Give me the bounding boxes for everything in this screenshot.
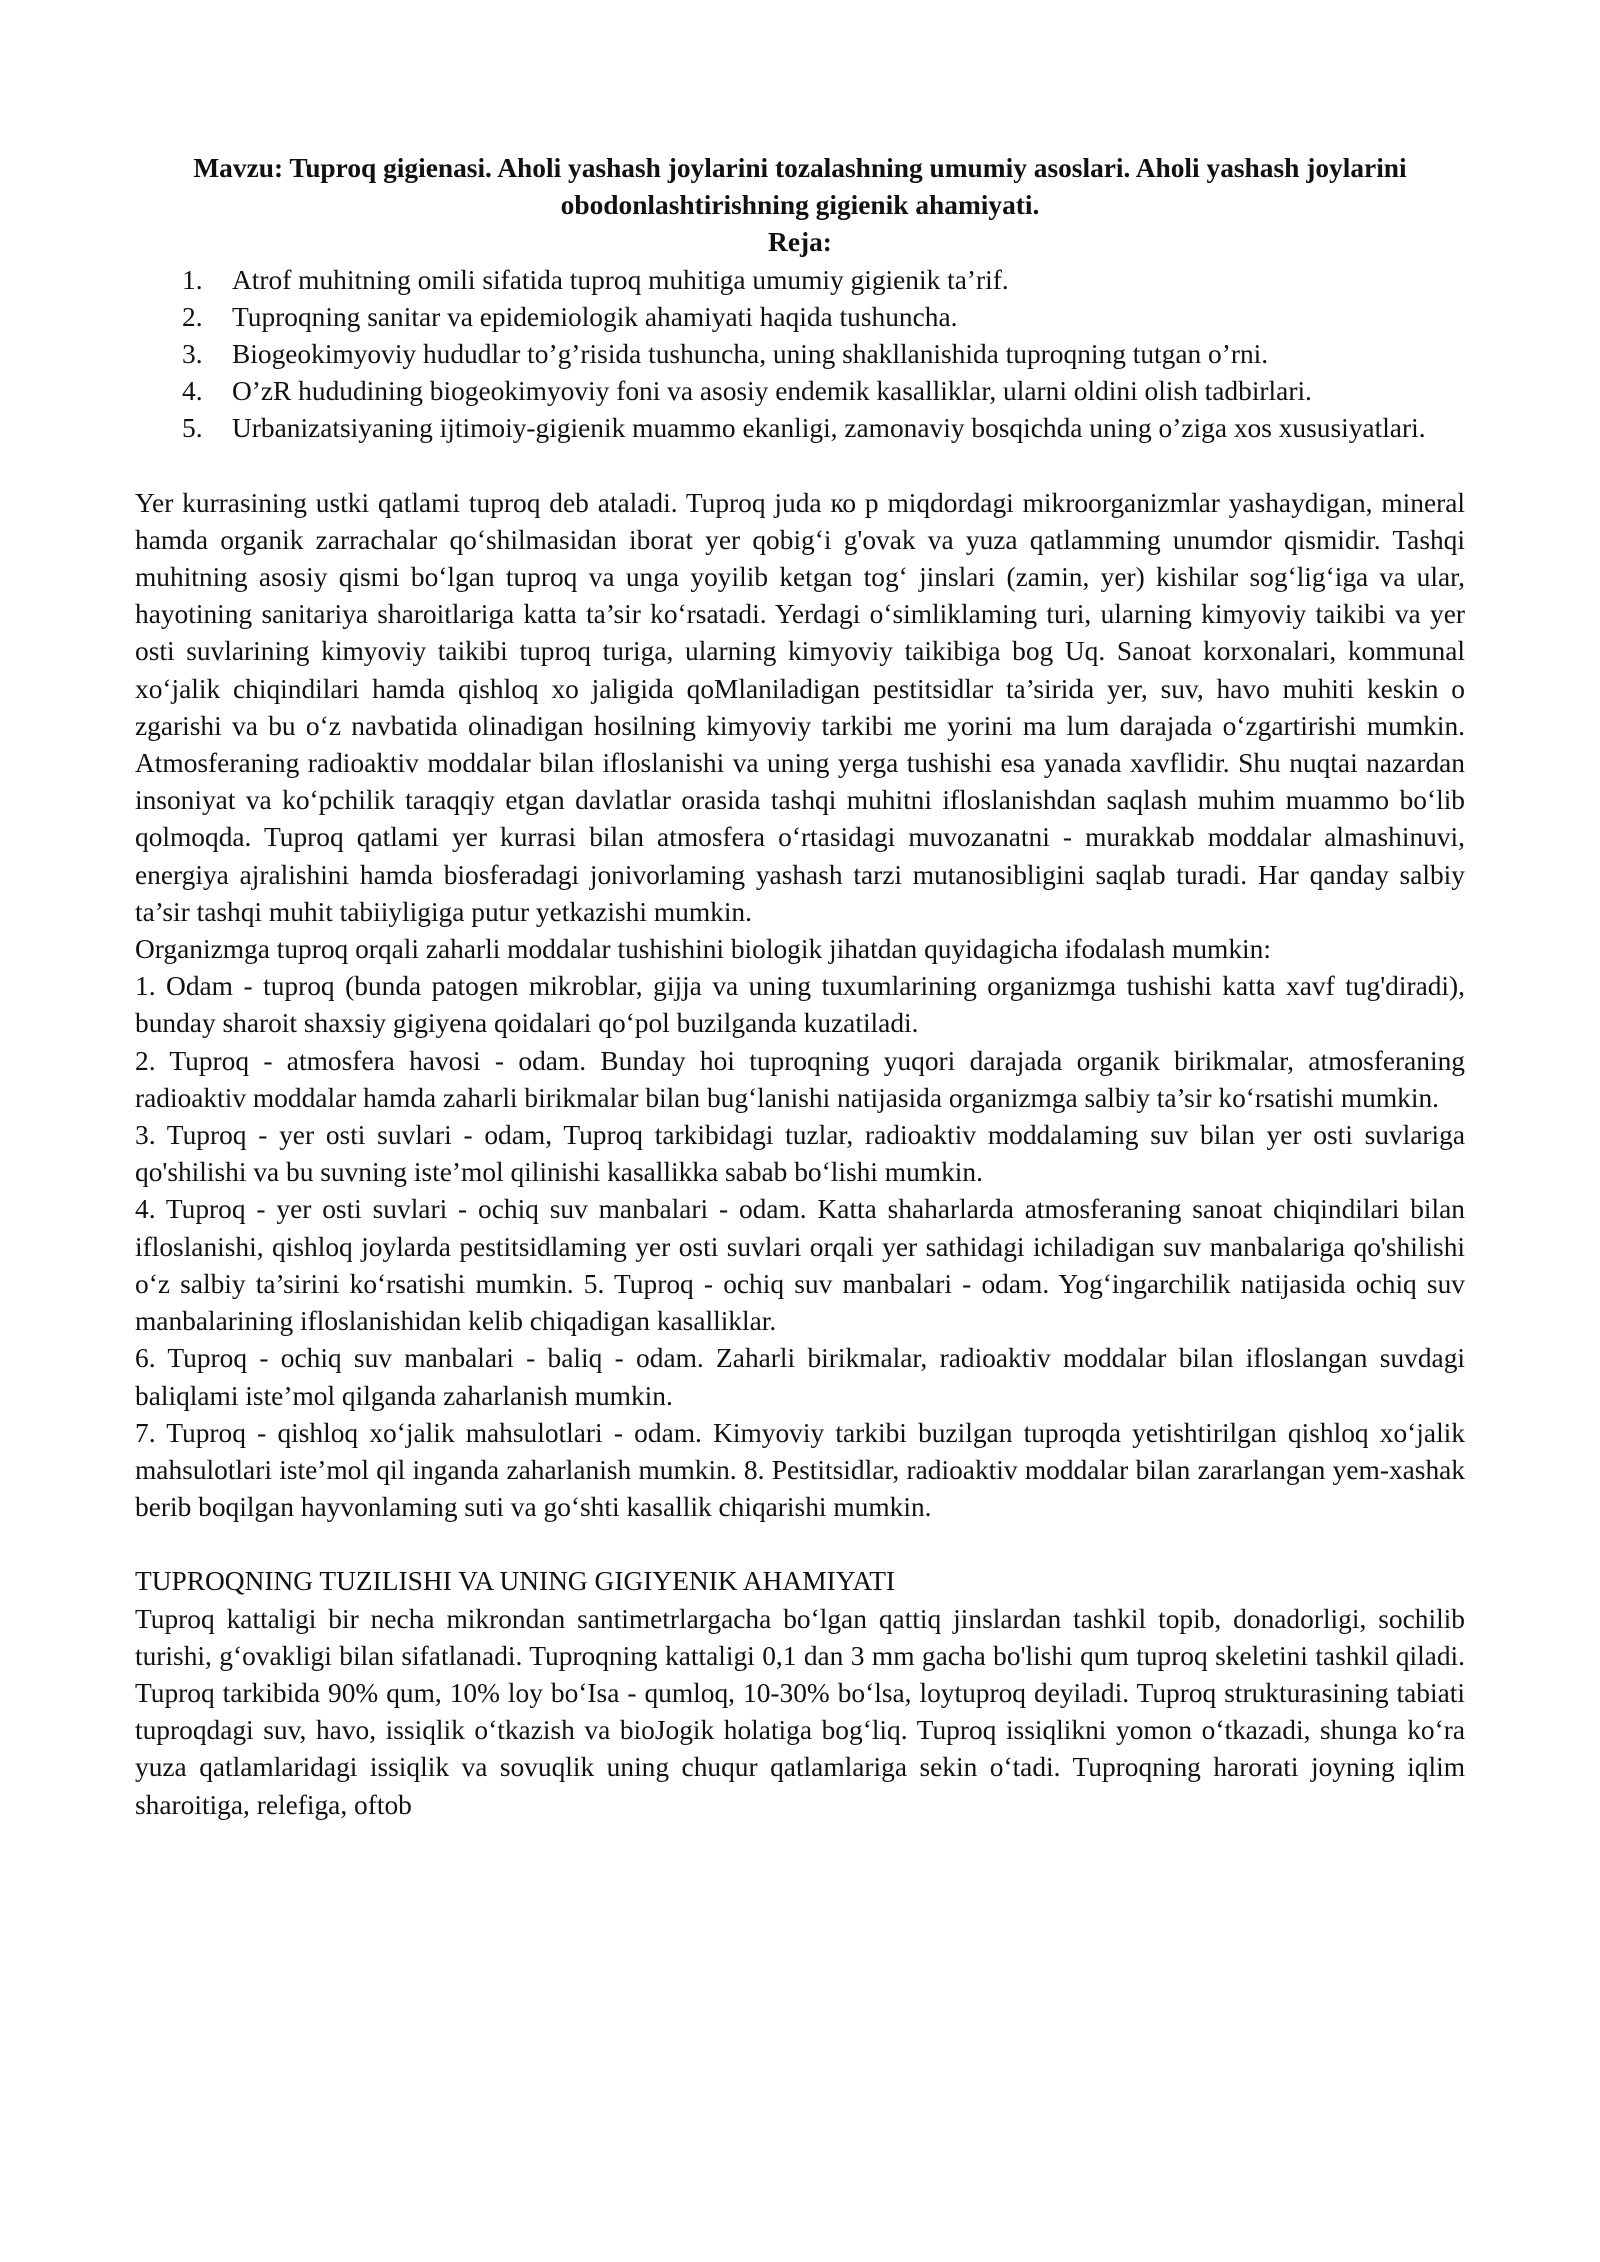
plan-item [182,336,1465,373]
plan-item [182,262,1465,299]
paragraph-pathway-1: 1. Odam - tuproq (bunda patogen mikroblar, gijja va uning tuxumlarining organizmga tushishi katta xavf tug'diradi), bunday sharoit shaxsiy gigiyena qoidalari qo‘pol buzilganda kuzatiladi. [135,971,1465,1039]
plan-item [182,373,1465,410]
paragraph-pathway-7: 7. Tuproq - qishloq xo‘jalik mahsulotlari - odam. Kimyoviy tarkibi buzilgan tuproqda yetishtirilgan qishloq xo‘jalik mahsulotlari iste’mol qil inganda zaharlanish mumkin. 8. Pestitsidlar, radioaktiv moddalar bilan zararlangan yem-xashak berib boqilgan hayvonlaming suti va go‘shti kasallik chiqarishi mumkin. [135,1417,1465,1523]
section-heading: TUPROQNING TUZILISHI VA UNING GIGIYENIK AHAMIYATI [135,1566,896,1597]
plan-item-text: O’zR hududining biogeokimyoviy foni va asosiy endemik kasalliklar, ularni oldini olish tadbirlari. [232,376,1312,407]
plan-item-text: Atrof muhitning omili sifatida tuproq muhitiga umumiy gigienik ta’rif. [232,264,1009,295]
plan-item-number: 3. [182,339,203,370]
plan-item-text: Tuproqning sanitar va epidemiologik ahamiyati haqida tushuncha. [232,301,958,332]
paragraph-pathways-intro: Organizmga tuproq orqali zaharli moddalar tushishini biologik jihatdan quyidagicha ifodalash mumkin: [135,934,1271,965]
plan-item-text: Biogeokimyoviy hududlar to’g’risida tushuncha, uning shakllanishida tuproqning tutgan o’rni. [232,339,1269,370]
blank-line [135,448,1465,485]
paragraph-soil-structure: Tuproq kattaligi bir necha mikrondan santimetrlargacha bo‘lgan qattiq jinslardan tashkil topib, donadorligi, sochilib turishi, g‘ovakligi bilan sifatlanadi. Tuproqning kattaligi 0,1 dan 3 mm gacha bo'lishi qum tuproq skeletini tashkil qiladi. Tuproq tarkibida 90% qum, 10% loy bo‘Isa - qumloq, 10-30% bo‘lsa, loytuproq deyiladi. Tuproq strukturasining tabiati tuproqdagi suv, havo, issiqlik o‘tkazish va bioJogik holatiga bog‘liq. Tuproq issiqlikni yomon o‘tkazadi, shunga ko‘ra yuza qatlamlaridagi issiqlik va sovuqlik uning chuqur qatlamlariga sekin o‘tadi. Tuproqning harorati joyning iqlim sharoitiga, relefiga, oftob [135,1603,1465,1820]
plan-list [135,262,1465,448]
paragraph-pathway-6: 6. Tuproq - ochiq suv manbalari - baliq - odam. Zaharli birikmalar, radioaktiv moddalar bilan ifloslangan suvdagi baliqlami iste’mol qilganda zaharlanish mumkin. [135,1343,1465,1411]
plan-item-number: 4. [182,376,203,407]
paragraph-pathway-3: 3. Tuproq - yer osti suvlari - odam, Tuproq tarkibidagi tuzlar, radioaktiv moddalaming suv bilan yer osti suvlariga qo'shilishi va bu suvning iste’mol qilinishi kasallikka sabab bo‘lishi mumkin. [135,1120,1465,1188]
blank-line [135,1526,1465,1563]
plan-item-number: 5. [182,413,203,444]
plan-item-number: 2. [182,301,203,332]
paragraph-pathway-4: 4. Tuproq - yer osti suvlari - ochiq suv manbalari - odam. Katta shaharlarda atmosferaning sanoat chiqindilari bilan ifloslanishi, qishloq joylarda pestitsidlaming yer osti suvlari orqali yer sathidagi ichiladigan suv manbalariga qo'shilishi o‘z salbiy ta’sirini ko‘rsatishi mumkin. 5. Tuproq - ochiq suv manbalari - odam. Yog‘ingarchilik natijasida ochiq suv manbalarining ifloslanishidan kelib chiqadigan kasalliklar. [135,1194,1465,1337]
plan-item [182,410,1465,447]
plan-heading: Reja: [768,227,832,258]
plan-item-number: 1. [182,264,203,295]
plan-item-text: Urbanizatsiyaning ijtimoiy-gigienik muammo ekanligi, zamonaviy bosqichda uning o’ziga xos xususiyatlari. [232,413,1426,444]
document-page [135,150,1465,1824]
paragraph-intro: Yer kurrasining ustki qatlami tuproq deb ataladi. Tuproq juda ко р miqdordagi mikroorganizmlar yashaydigan, mineral hamda organik zarrachalar qo‘shilmasidan iborat yer qobig‘i g'ovak va yuza qatlamming unumdor qismidir. Tashqi muhitning asosiy qismi bo‘lgan tuproq va unga yoyilib ketgan tog‘ jinslari (zamin, yer) kishilar sog‘lig‘iga va ular, hayotining sanitariya sharoitlariga katta ta’sir ko‘rsatadi. Yerdagi o‘simliklaming turi, ularning kimyoviy taikibi va yer osti suvlarining kimyoviy taikibi tuproq turiga, ularning kimyoviy taikibiga bog Uq. Sanoat korxonalari, kommunal xo‘jalik chiqindilari hamda qishloq xo jaligida qoMlaniladigan pestitsidlar ta’sirida yer, suv, havo muhiti keskin o zgarishi va bu o‘z navbatida olinadigan hosilning kimyoviy tarkibi me yorini ma lum darajada o‘zgartirishi mumkin. Atmosferaning radioaktiv moddalar bilan ifloslanishi va uning yerga tushishi esa yanada xavflidir. Shu nuqtai nazardan insoniyat va ko‘pchilik taraqqiy etgan davlatlar orasida tashqi muhitni ifloslanishdan saqlash muhim muammo bo‘lib qolmoqda. Tuproq qatlami yer kurrasi bilan atmosfera o‘rtasidagi muvozanatni - murakkab moddalar almashinuvi, energiya ajralishini hamda biosferadagi jonivorlaming yashash tarzi mutanosibligini saqlab turadi. Har qanday salbiy ta’sir tashqi muhit tabiiyligiga putur yetkazishi mumkin. [135,487,1465,927]
plan-item [182,299,1465,336]
document-title: Mavzu: Tuproq gigienasi. Aholi yashash joylarini tozalashning umumiy asoslari. Aholi yashash joylarini obodonlashtirishning gigienik ahamiyati. [193,153,1407,221]
paragraph-pathway-2: 2. Tuproq - atmosfera havosi - odam. Bunday hoi tuproqning yuqori darajada organik birikmalar, atmosferaning radioaktiv moddalar hamda zaharli birikmalar bilan bug‘lanishi natijasida organizmga salbiy ta’sir ko‘rsatishi mumkin. [135,1045,1465,1113]
